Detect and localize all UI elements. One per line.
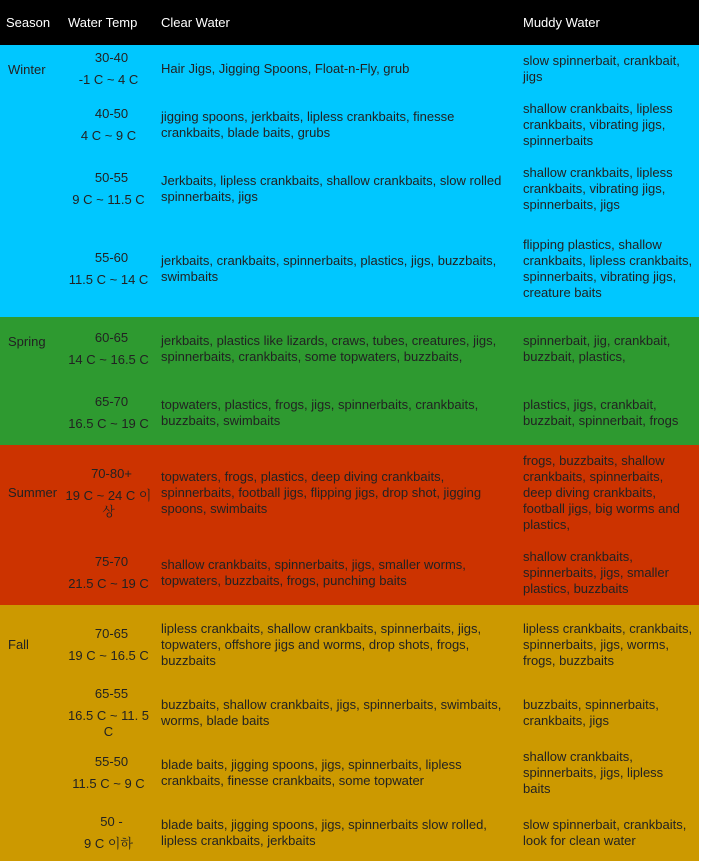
muddy-water-cell: frogs, buzzbaits, shallow crankbaits, spinnerbaits, deep diving crankbaits, football jigs, big worms and plastics, <box>517 445 699 541</box>
table-row <box>0 541 699 605</box>
season-label: Winter <box>0 45 62 317</box>
season-label: Fall <box>0 605 62 861</box>
muddy-water-cell: slow spinnerbait, crankbaits, look for clean water <box>517 805 699 861</box>
clear-water-cell: Hair Jigs, Jigging Spoons, Float-n-Fly, grub <box>155 45 517 93</box>
season-spring <box>0 317 699 445</box>
clear-water-cell: jerkbaits, crankbaits, spinnerbaits, plastics, jigs, buzzbaits, swimbaits <box>155 221 517 317</box>
header-water-temp: Water Temp <box>62 0 155 45</box>
season-label: Spring <box>0 317 62 445</box>
clear-water-cell: buzzbaits, shallow crankbaits, jigs, spinnerbaits, swimbaits, worms, blade baits <box>155 685 517 741</box>
muddy-water-cell: flipping plastics, shallow crankbaits, lipless crankbaits, spinnerbaits, vibrating jigs, creature baits <box>517 221 699 317</box>
table-row <box>0 157 699 221</box>
header-muddy-water: Muddy Water <box>517 0 699 45</box>
muddy-water-cell: shallow crankbaits, spinnerbaits, jigs, smaller plastics, buzzbaits <box>517 541 699 605</box>
temp-cell: 40-50 4 C ~ 9 C <box>62 93 155 157</box>
clear-water-cell: Jerkbaits, lipless crankbaits, shallow crankbaits, slow rolled spinnerbaits, jigs <box>155 157 517 221</box>
muddy-water-cell: shallow crankbaits, lipless crankbaits, vibrating jigs, spinnerbaits <box>517 93 699 157</box>
temp-cell: 55-60 11.5 C ~ 14 C <box>62 221 155 317</box>
header-clear-water: Clear Water <box>155 0 517 45</box>
table-row <box>0 93 699 157</box>
muddy-water-cell: plastics, jigs, crankbait, buzzbait, spinnerbait, frogs <box>517 381 699 445</box>
temp-cell: 65-55 16.5 C ~ 11. 5 C <box>62 685 155 741</box>
table-row <box>0 381 699 445</box>
temp-cell: 70-65 19 C ~ 16.5 C <box>62 605 155 685</box>
clear-water-cell: blade baits, jigging spoons, jigs, spinnerbaits, lipless crankbaits, finesse crankbaits, some topwater <box>155 741 517 805</box>
temp-cell: 65-70 16.5 C ~ 19 C <box>62 381 155 445</box>
clear-water-cell: blade baits, jigging spoons, jigs, spinnerbaits slow rolled, lipless crankbaits, jerkbaits <box>155 805 517 861</box>
muddy-water-cell: buzzbaits, spinnerbaits, crankbaits, jigs <box>517 685 699 741</box>
table-row <box>0 445 699 541</box>
clear-water-cell: jerkbaits, plastics like lizards, craws, tubes, creatures, jigs, spinnerbaits, crankbaits, some topwaters, buzzbaits, <box>155 317 517 381</box>
temp-cell: 70-80+ 19 C ~ 24 C 이상 <box>62 445 155 541</box>
season-label: Summer <box>0 445 62 605</box>
table-row <box>0 685 699 741</box>
clear-water-cell: lipless crankbaits, shallow crankbaits, spinnerbaits, jigs, topwaters, offshore jigs and worms, drop shots, frogs, buzzbaits <box>155 605 517 685</box>
header-season: Season <box>0 0 62 45</box>
temp-cell: 50-55 9 C ~ 11.5 C <box>62 157 155 221</box>
season-fall <box>0 605 699 861</box>
table-row <box>0 605 699 685</box>
clear-water-cell: shallow crankbaits, spinnerbaits, jigs, smaller worms, topwaters, buzzbaits, frogs, punching baits <box>155 541 517 605</box>
table-row <box>0 45 699 93</box>
temp-cell: 60-65 14 C ~ 16.5 C <box>62 317 155 381</box>
temp-cell: 50 - 9 C 이하 <box>62 805 155 861</box>
header-row <box>0 0 699 45</box>
clear-water-cell: topwaters, frogs, plastics, deep diving crankbaits, spinnerbaits, football jigs, flipping jigs, drop shot, jigging spoons, swimbaits <box>155 445 517 541</box>
season-summer <box>0 445 699 605</box>
muddy-water-cell: lipless crankbaits, crankbaits, spinnerbaits, jigs, worms, frogs, buzzbaits <box>517 605 699 685</box>
table-row <box>0 741 699 805</box>
temp-cell: 30-40 -1 C ~ 4 C <box>62 45 155 93</box>
table-row <box>0 221 699 317</box>
clear-water-cell: jigging spoons, jerkbaits, lipless crankbaits, finesse crankbaits, blade baits, grubs <box>155 93 517 157</box>
muddy-water-cell: shallow crankbaits, spinnerbaits, jigs, lipless baits <box>517 741 699 805</box>
table-row <box>0 805 699 861</box>
table-row <box>0 317 699 381</box>
temp-cell: 75-70 21.5 C ~ 19 C <box>62 541 155 605</box>
muddy-water-cell: spinnerbait, jig, crankbait, buzzbait, plastics, <box>517 317 699 381</box>
muddy-water-cell: slow spinnerbait, crankbait, jigs <box>517 45 699 93</box>
clear-water-cell: topwaters, plastics, frogs, jigs, spinnerbaits, crankbaits, buzzbaits, swimbaits <box>155 381 517 445</box>
muddy-water-cell: shallow crankbaits, lipless crankbaits, vibrating jigs, spinnerbaits, jigs <box>517 157 699 221</box>
season-winter <box>0 45 699 317</box>
temp-cell: 55-50 11.5 C ~ 9 C <box>62 741 155 805</box>
